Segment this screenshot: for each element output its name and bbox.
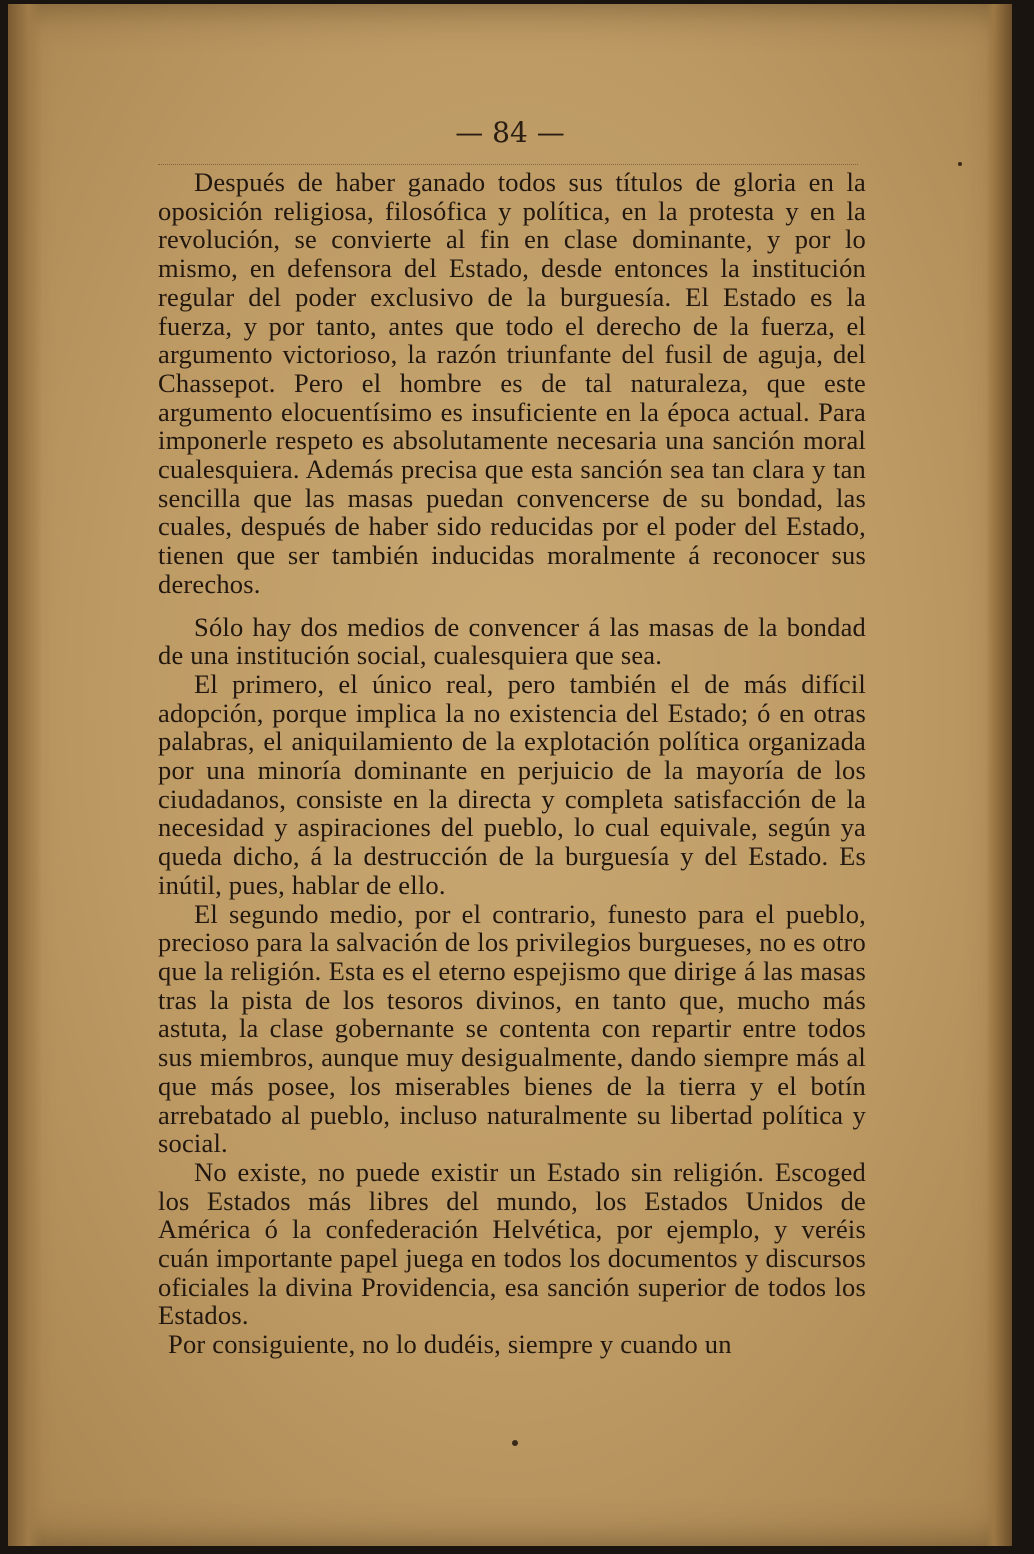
- page-binding-edge: [8, 4, 42, 1546]
- page-outer-edge: [986, 4, 1012, 1546]
- paragraph: Por consiguiente, no lo dudéis, siempre y cuando un: [168, 1329, 732, 1360]
- book-page: [8, 4, 1012, 1546]
- paragraph: El primero, el único real, pero también el de más difícil adopción, porque implica la no existencia del Estado; ó en otras palabras, el aniquilamiento de la explotación política organizada por una minoría dominante en perjuicio de la mayoría de los ciudadanos, consiste en la directa y completa satisfacción de la necesidad y aspiraciones del pueblo, lo cual equivale, según ya queda dicho, á la destrucción de la burguesía y del Estado. Es inútil, pues, hablar de ello.: [158, 668, 866, 900]
- paragraph: No existe, no puede existir un Estado sin religión. Escoged los Estados más libres del mundo, los Estados Unidos de América ó la confederación Helvética, por ejemplo, y veréis cuán importante papel juega en todos los documentos y discursos oficiales la divina Providencia, esa sanción superior de todos los Estados.: [158, 1156, 866, 1331]
- ink-speck: [958, 162, 962, 166]
- paragraph: Después de haber ganado todos sus títulos de gloria en la oposición religiosa, filosófica y política, en la protesta y en la revolución, se convierte al fin en clase dominante, y por lo mismo, en defensora del Estado, desde entonces la institución regular del poder exclusivo de la burguesía. El Estado es la fuerza, y por tanto, antes que todo el derecho de la fuerza, el argumento victorioso, la razón triunfante del fusil de aguja, del Chassepot. Pero el hombre es de tal naturaleza, que este argumento elocuentísimo es insuficiente en la época actual. Para imponerle respeto es absolutamente necesaria una sanción moral cualesquiera. Además precisa que esta sanción sea tan clara y tan sencilla que las masas puedan convencerse de su bondad, las cuales, después de haber sido reducidas por el poder del Estado, tienen que ser también inducidas moralmente á reconocer sus derechos.: [158, 167, 866, 599]
- paragraph: El segundo medio, por el contrario, funesto para el pueblo, precioso para la salvación de los privilegios burgueses, no es otro que la religión. Esta es el eterno espejismo que dirige á las masas tras la pista de los tesoros divinos, en tanto que, mucho más astuta, la clase gobernante se contenta con repartir entre todos sus miembros, aunque muy desigualmente, dando siempre más al que más posee, los miserables bienes de la tierra y el botín arrebatado al pueblo, incluso naturalmente su libertad política y social.: [158, 898, 866, 1159]
- header-rule: [158, 164, 858, 165]
- page-number: — 84 —: [455, 116, 565, 149]
- body-text: [158, 168, 866, 1359]
- paragraph: Sólo hay dos medios de convencer á las masas de la bondad de una institución social, cualesquiera que sea.: [158, 611, 866, 671]
- ink-speck: [512, 1440, 518, 1446]
